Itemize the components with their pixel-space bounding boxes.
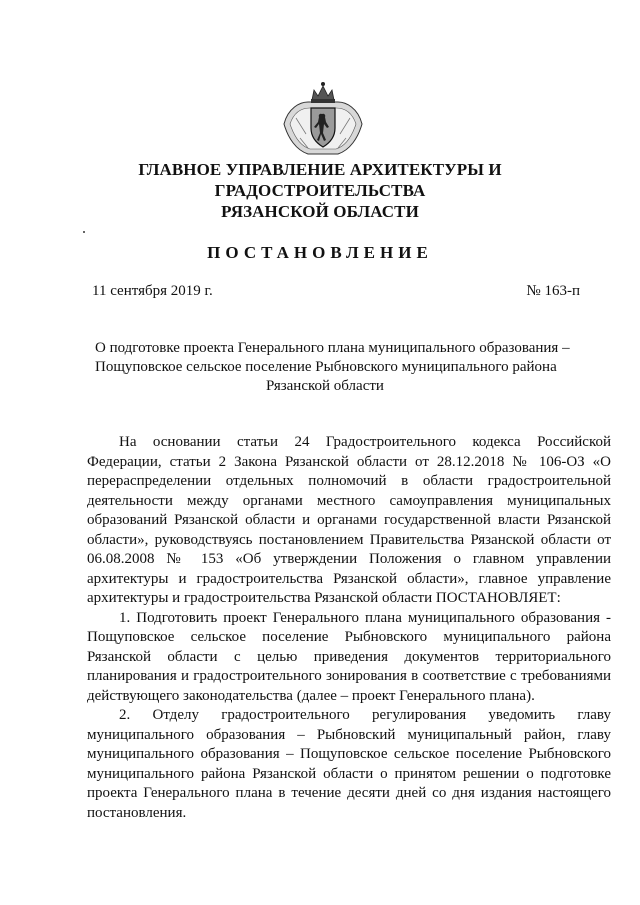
coat-of-arms-icon	[278, 78, 368, 158]
document-date: 11 сентября 2019 г.	[92, 283, 213, 299]
organization-title	[0, 159, 640, 222]
document-body	[87, 433, 611, 823]
org-title-line-3: РЯЗАНСКОЙ ОБЛАСТИ	[221, 202, 419, 221]
document-type-heading: ПОСТАНОВЛЕНИЕ	[207, 243, 433, 262]
scan-artifact-dot	[83, 231, 85, 233]
body-paragraph-item-1: 1. Подготовить проект Генерального плана муниципального образования - Пощуповское сельское поселение Рыбновского муниципального района Рязанской области с целью приведения документов территориального планирования и градостроительного зонирования в соответствие с требованиями действующего законодательства (далее – проект Генерального плана).	[87, 609, 611, 704]
document-number: № 163-п	[526, 283, 580, 299]
subject-line-1: О подготовке проекта Генерального плана муниципального образования –	[95, 340, 570, 356]
body-paragraph-preamble: На основании статьи 24 Градостроительного кодекса Российской Федерации, статьи 2 Закона Рязанской области от 28.12.2018 № 106-ОЗ «О перераспределении отдельных полномочий в области градостроительной деятельности между органами местного самоуправления муниципальных образований Рязанской области и органами государственной власти Рязанской области», руководствуясь постановлением Правительства Рязанской области от 06.08.2008 № 153 «Об утверждении Положения о главном управлении архитектуры и градостроительства Рязанской области», главное управление архитектуры и градостроительства Рязанской области ПОСТАНОВЛЯЕТ:	[87, 434, 611, 606]
body-paragraph-item-2: 2. Отделу градостроительного регулирования уведомить главу муниципального образования – Рыбновский муниципальный район, главу муниципального образования – Пощуповское сельское поселение Рыбновского муниципального района Рязанской области о принятом решении о подготовке проекта Генерального плана в течение десяти дней со дня издания настоящего постановления.	[87, 707, 611, 821]
subject-line-3: Рязанской области	[266, 378, 384, 394]
subject-line-2: Пощуповское сельское поселение Рыбновского муниципального района	[95, 359, 557, 375]
document-subject	[95, 339, 570, 396]
org-title-line-1: ГЛАВНОЕ УПРАВЛЕНИЕ АРХИТЕКТУРЫ И	[138, 160, 502, 179]
org-title-line-2: ГРАДОСТРОИТЕЛЬСТВА	[214, 181, 426, 200]
